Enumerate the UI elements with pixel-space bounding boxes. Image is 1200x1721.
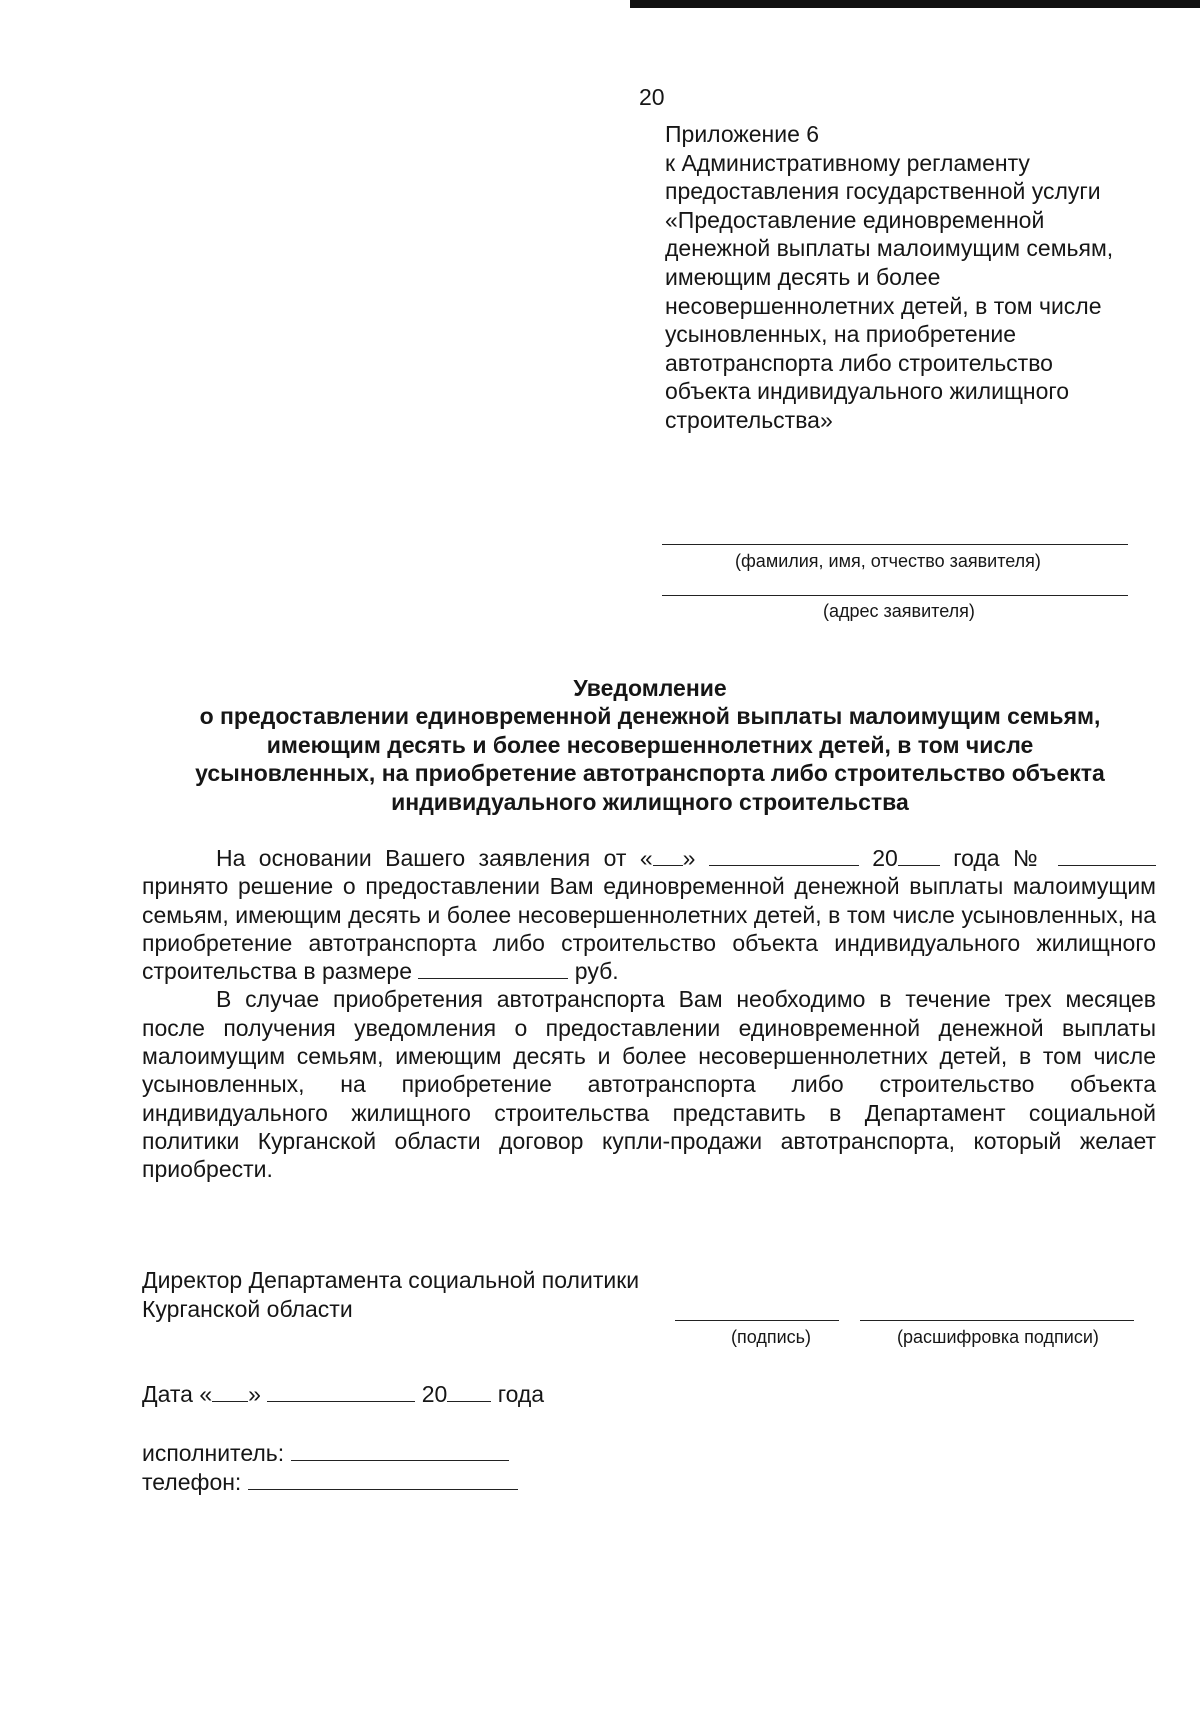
appendix-line: предоставления государственной услуги [665, 178, 1101, 205]
title-line: Уведомление [573, 675, 727, 701]
notice-title [140, 674, 1160, 816]
title-line: о предоставлении единовременной денежной выплаты малоимущим семьям, [199, 703, 1101, 730]
date-month-blank[interactable] [267, 1383, 415, 1402]
appendix-line: денежной выплаты малоимущим семьям, [665, 235, 1114, 262]
notice-body [142, 844, 1156, 1184]
applicant-name-caption: (фамилия, имя, отчество заявителя) [735, 551, 1041, 571]
scan-edge [630, 0, 1200, 8]
page-number: 20 [639, 84, 665, 110]
text-run: руб. [574, 958, 619, 985]
paragraph-decision [142, 844, 1156, 985]
appendix-line: имеющим десять и более [665, 263, 941, 290]
appendix-line: автотранспорта либо строительство [665, 349, 1053, 376]
month-blank[interactable] [709, 847, 859, 866]
appendix-line: «Предоставление единовременной [665, 206, 1045, 233]
appendix-line: объекта индивидуального жилищного [665, 378, 1070, 405]
year-blank[interactable] [898, 847, 940, 866]
director-block [142, 1266, 639, 1323]
title-line: имеющим десять и более несовершеннолетних детей, в том числе [266, 731, 1034, 758]
date-year-blank[interactable] [447, 1383, 491, 1402]
text-run: года № [953, 845, 1045, 871]
title-line: индивидуального жилищного строительства [391, 788, 909, 815]
date-label: Дата « [142, 1381, 213, 1407]
text-run: принято решение о предоставлении Вам единовременной денежной выплаты малоимущим семьям, имеющим десять и более несовершеннолетних детей, в том числе усыновленных, на приобретение автотранспорта либо строительство объекта индивидуального жилищного строительства в размере [142, 873, 1156, 985]
title-line: усыновленных, на приобретение автотранспорта либо строительство объекта [195, 760, 1105, 787]
executor-blank[interactable] [291, 1442, 509, 1461]
appendix-block [665, 120, 1185, 435]
paragraph-instructions: В случае приобретения автотранспорта Вам необходимо в течение трех месяцев после получения уведомления о предоставлении единовременной денежной выплаты малоимущим семьям, имеющим десять и более несовершеннолетних детей, в том числе усыновленных, на приобретение автотранспорта либо строительство объекта индивидуального жилищного строительства представить в Департамент социальной политики Курганской области договор купли-продажи автотранспорта, который желает приобрести. [142, 986, 1156, 1183]
executor-label: исполнитель: [142, 1440, 285, 1466]
director-region: Курганской области [142, 1295, 353, 1322]
phone-label: телефон: [142, 1469, 242, 1495]
text-run: 20 [421, 1381, 448, 1407]
amount-blank[interactable] [418, 960, 568, 979]
applicant-address-caption: (адрес заявителя) [823, 601, 975, 621]
appendix-line: несовершеннолетних детей, в том числе [665, 292, 1102, 319]
text-run: » [682, 845, 696, 871]
text-run: 20 [872, 845, 898, 871]
signature-decode-field[interactable] [860, 1320, 1134, 1321]
text-run: На основании Вашего заявления от « [216, 845, 653, 871]
application-number-blank[interactable] [1058, 847, 1156, 866]
signature-field[interactable] [675, 1320, 839, 1321]
appendix-line: Приложение 6 [665, 121, 820, 147]
text-run: года [497, 1381, 545, 1407]
director-title: Директор Департамента социальной политики [142, 1267, 640, 1293]
day-blank[interactable] [653, 847, 683, 866]
signature-decode-caption: (расшифровка подписи) [897, 1327, 1099, 1347]
signature-caption: (подпись) [731, 1327, 812, 1347]
appendix-line: строительства» [665, 406, 833, 433]
applicant-name-field[interactable] [662, 544, 1128, 545]
appendix-line: к Административному регламенту [665, 149, 1030, 176]
applicant-address-field[interactable] [662, 595, 1128, 596]
appendix-line: усыновленных, на приобретение [665, 321, 1017, 348]
phone-row [142, 1469, 518, 1496]
text-run: » [248, 1381, 261, 1407]
date-row [142, 1381, 544, 1408]
date-day-blank[interactable] [212, 1383, 248, 1402]
executor-row [142, 1440, 509, 1467]
phone-blank[interactable] [248, 1471, 518, 1490]
